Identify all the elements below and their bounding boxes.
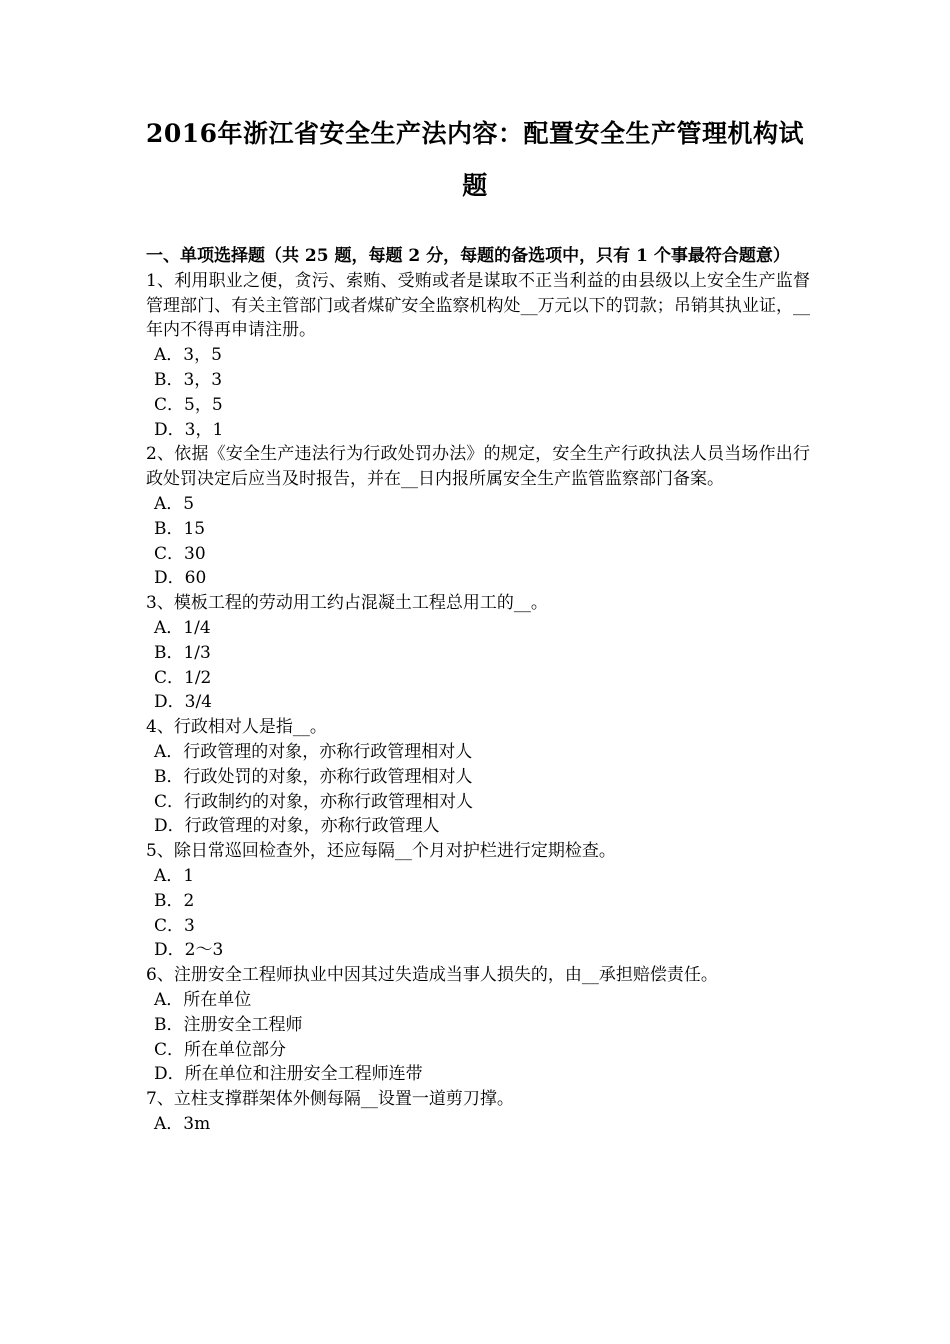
answer-option: D．60 bbox=[154, 568, 207, 589]
answer-option: D．3/4 bbox=[154, 692, 212, 713]
answer-option: B．行政处罚的对象，亦称行政管理相对人 bbox=[154, 766, 473, 787]
section-heading: 一、单项选择题（共 25 题，每题 2 分，每题的备选项中，只有 1 个事最符合题意） bbox=[146, 246, 790, 266]
answer-option: C．1/2 bbox=[154, 667, 212, 688]
answer-option: C．5，5 bbox=[154, 394, 223, 415]
question-text: 5、除日常巡回检查外，还应每隔__个月对护栏进行定期检查。 bbox=[146, 841, 616, 862]
question-text: 6、注册安全工程师执业中因其过失造成当事人损失的，由__承担赔偿责任。 bbox=[146, 965, 718, 986]
answer-option: C．3 bbox=[154, 915, 195, 936]
question-text: 7、立柱支撑群架体外侧每隔__设置一道剪刀撑。 bbox=[146, 1089, 514, 1110]
answer-option: C．30 bbox=[154, 543, 206, 564]
answer-option: A．1 bbox=[154, 865, 195, 886]
answer-option: A．所在单位 bbox=[154, 989, 252, 1010]
answer-option: C．所在单位部分 bbox=[154, 1039, 287, 1060]
answer-option: A．5 bbox=[154, 493, 195, 514]
document-title-continued: 题 bbox=[462, 171, 488, 200]
answer-option: D．2～3 bbox=[154, 940, 224, 961]
answer-option: A．3m bbox=[154, 1113, 211, 1134]
question-block bbox=[146, 591, 810, 715]
answer-option: A．1/4 bbox=[154, 617, 211, 638]
question-text: 4、行政相对人是指__。 bbox=[146, 717, 327, 738]
answer-option: D．3，1 bbox=[154, 419, 224, 440]
answer-option: B．1/3 bbox=[154, 642, 211, 663]
answer-option: D．所在单位和注册安全工程师连带 bbox=[154, 1064, 423, 1085]
answer-option: D．行政管理的对象，亦称行政管理人 bbox=[154, 816, 440, 837]
question-text: 3、模板工程的劳动用工约占混凝土工程总用工的__。 bbox=[146, 593, 548, 614]
question-block bbox=[146, 269, 810, 443]
question-block bbox=[146, 839, 810, 963]
document-body bbox=[146, 244, 810, 1137]
answer-option: A．3，5 bbox=[154, 345, 222, 366]
question-block bbox=[146, 963, 810, 1087]
document-title: 2016年浙江省安全生产法内容：配置安全生产管理机构试 bbox=[145, 119, 805, 148]
answer-option: B．2 bbox=[154, 890, 195, 911]
question-text: 1、利用职业之便，贪污、索贿、受贿或者是谋取不正当利益的由县级以上安全生产监督管理部门、有关主管部门或者煤矿安全监察机构处__万元以下的罚款；吊销其执业证，__年内不得再申请注册。 bbox=[146, 270, 810, 341]
answer-option: B．3，3 bbox=[154, 369, 223, 390]
question-block bbox=[146, 442, 810, 591]
question-block bbox=[146, 715, 810, 839]
answer-option: B．15 bbox=[154, 518, 206, 539]
question-block bbox=[146, 1087, 810, 1137]
answer-option: C．行政制约的对象，亦称行政管理相对人 bbox=[154, 791, 474, 812]
answer-option: B．注册安全工程师 bbox=[154, 1014, 303, 1035]
question-text: 2、依据《安全生产违法行为行政处罚办法》的规定，安全生产行政执法人员当场作出行政处罚决定后应当及时报告，并在__日内报所属安全生产监管监察部门备案。 bbox=[146, 444, 810, 490]
answer-option: A．行政管理的对象，亦称行政管理相对人 bbox=[154, 741, 473, 762]
